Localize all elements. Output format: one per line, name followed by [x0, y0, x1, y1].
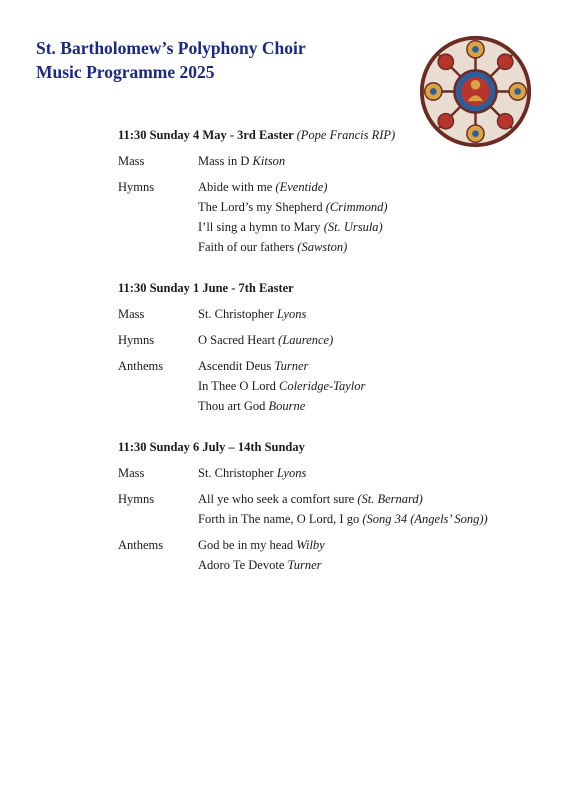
music-composer-or-tune: (Song 34 (Angels’ Song))	[362, 512, 488, 526]
service-heading-text: 11:30 Sunday 4 May - 3rd Easter	[118, 128, 294, 142]
music-title: St. Christopher	[198, 307, 277, 321]
music-composer-or-tune: Coleridge-Taylor	[279, 379, 366, 393]
service-block	[118, 436, 538, 575]
music-item	[198, 535, 538, 555]
music-item	[198, 396, 538, 416]
music-composer-or-tune: Lyons	[276, 307, 307, 321]
programme-row	[118, 489, 538, 529]
music-item	[198, 217, 538, 237]
service-block	[118, 124, 538, 257]
music-title: Mass in D	[198, 154, 253, 168]
music-composer-or-tune: (St. Ursula)	[323, 220, 383, 234]
programme-row	[118, 304, 538, 324]
music-composer-or-tune: (Laurence)	[278, 333, 334, 347]
section-label: Hymns	[118, 333, 155, 347]
music-title: All ye who seek a comfort sure	[198, 492, 358, 506]
music-title: God be in my head	[198, 538, 297, 552]
choir-title: St. Bartholomew’s Polyphony Choir	[36, 38, 306, 58]
music-composer-or-tune: Turner	[287, 558, 322, 572]
section-label: Anthems	[118, 538, 164, 552]
service-heading-text: 11:30 Sunday 1 June - 7th Easter	[118, 281, 294, 295]
service-note: (Pope Francis RIP)	[296, 128, 396, 142]
service-heading-text: 11:30 Sunday 6 July – 14th Sunday	[118, 440, 305, 454]
music-title: Thou art God	[198, 399, 269, 413]
service-heading	[118, 436, 538, 458]
music-item	[198, 151, 538, 171]
music-composer-or-tune: (Eventide)	[275, 180, 328, 194]
page-header	[36, 36, 306, 84]
music-composer-or-tune: Kitson	[252, 154, 286, 168]
programme-row	[118, 535, 538, 575]
programme-list	[118, 124, 538, 595]
programme-row	[118, 330, 538, 350]
programme-row	[118, 356, 538, 416]
programme-row	[118, 463, 538, 483]
section-label: Hymns	[118, 180, 155, 194]
music-composer-or-tune: Turner	[274, 359, 309, 373]
music-composer-or-tune: Bourne	[268, 399, 306, 413]
music-title: Forth in The name, O Lord, I go	[198, 512, 363, 526]
music-title: Adoro Te Devote	[198, 558, 288, 572]
music-item	[198, 330, 538, 350]
music-composer-or-tune: (St. Bernard)	[357, 492, 423, 506]
programme-row	[118, 151, 538, 171]
music-item	[198, 463, 538, 483]
music-title: I’ll sing a hymn to Mary	[198, 220, 324, 234]
music-item	[198, 489, 538, 509]
section-label: Anthems	[118, 359, 164, 373]
service-heading	[118, 124, 538, 146]
programme-row	[118, 177, 538, 257]
section-label: Mass	[118, 307, 145, 321]
music-item	[198, 237, 538, 257]
music-title: O Sacred Heart	[198, 333, 279, 347]
section-label: Hymns	[118, 492, 155, 506]
music-item	[198, 197, 538, 217]
music-item	[198, 304, 538, 324]
music-title: Ascendit Deus	[198, 359, 275, 373]
music-item	[198, 555, 538, 575]
service-heading	[118, 277, 538, 299]
music-item	[198, 356, 538, 376]
music-item	[198, 177, 538, 197]
section-label: Mass	[118, 466, 145, 480]
music-composer-or-tune: (Crimmond)	[325, 200, 388, 214]
section-label: Mass	[118, 154, 145, 168]
music-title: Faith of our fathers	[198, 240, 298, 254]
music-item	[198, 509, 538, 529]
music-composer-or-tune: Lyons	[276, 466, 307, 480]
music-composer-or-tune: (Sawston)	[297, 240, 348, 254]
music-title: Abide with me	[198, 180, 276, 194]
music-title: St. Christopher	[198, 466, 277, 480]
music-title: The Lord’s my Shepherd	[198, 200, 326, 214]
service-block	[118, 277, 538, 416]
music-title: In Thee O Lord	[198, 379, 279, 393]
music-item	[198, 376, 538, 396]
music-composer-or-tune: Wilby	[296, 538, 325, 552]
programme-title: Music Programme 2025	[36, 62, 215, 82]
